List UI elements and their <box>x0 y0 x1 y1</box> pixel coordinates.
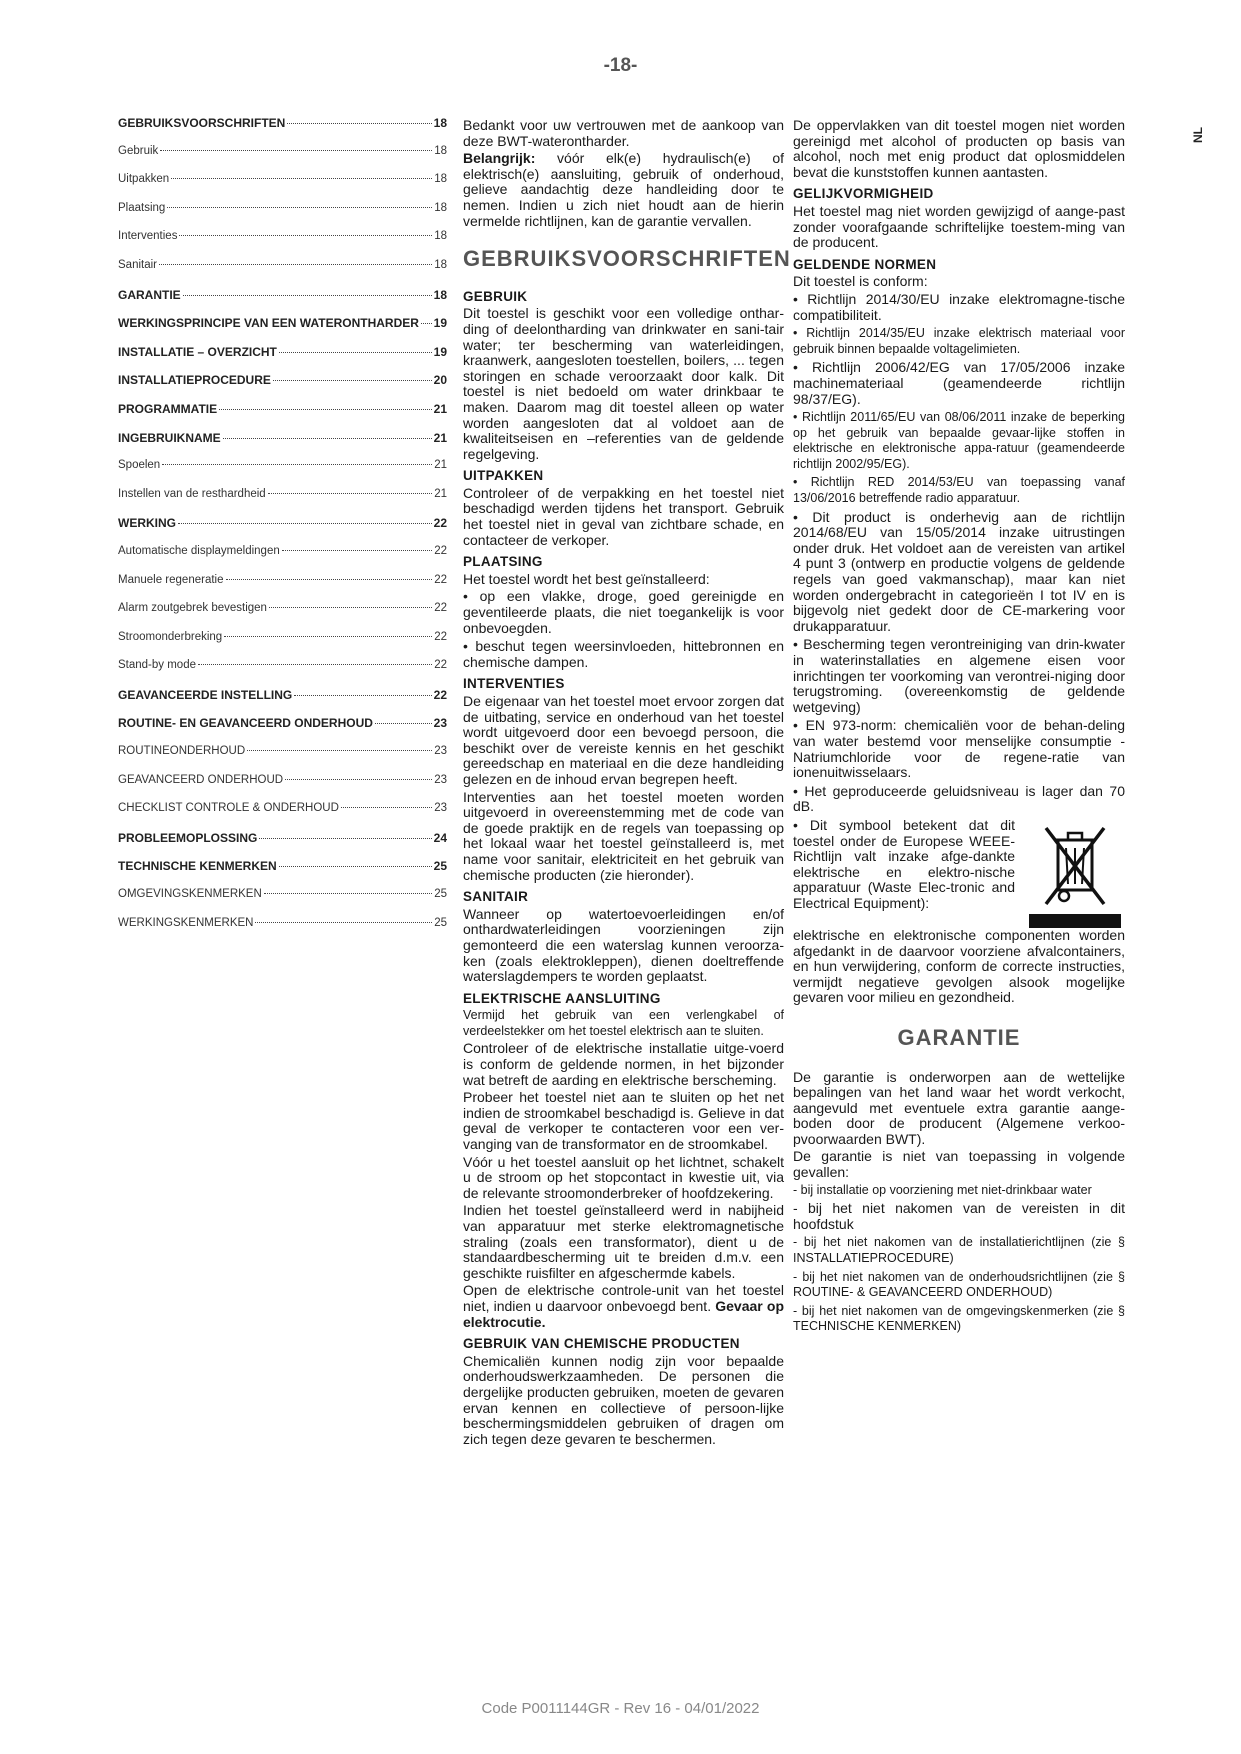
toc-entry[interactable] <box>118 373 447 402</box>
toc-dot-leader <box>223 438 432 439</box>
elektrisch-text-4: Vóór u het toestel aansluit op het lichtnet, schakelt u de stroom op het stopcontact in kwestie uit, via de relevante stroomonderbreker of hoofdzekering. <box>463 1153 784 1201</box>
weee-text-continued: elektrische en elektronische componenten worden afgedankt in de daarvoor voorziene afvalcontainers, en hun verwijdering, conform de correcte instructies, vermijdt negatieve gevolgen alsook mogelijke gevaren voor milieu en gezondheid. <box>793 926 1125 1006</box>
elektrisch-text-6-body: Open de elektrische controle-unit van het toestel niet, indien u daarvoor onbevoegd bent. <box>463 1282 784 1314</box>
toc-dot-leader <box>294 695 431 696</box>
section-heading-garantie: GARANTIE <box>897 1024 1021 1050</box>
normen-bullet-3: • Richtlijn 2006/42/EG van 17/05/2006 inzake machinemateriaal (geamendeerde richtlijn 98/37/EG). <box>793 359 1125 407</box>
normen-intro: Dit toestel is conform: <box>793 273 928 290</box>
toc-entry-page: 18 <box>434 258 447 271</box>
toc-entry[interactable] <box>118 716 447 745</box>
intro-text: Bedankt voor uw vertrouwen met de aankoop van deze BWT-waterontharder. <box>463 117 784 149</box>
toc-entry-title: Spoelen <box>118 459 161 472</box>
toc-entry[interactable] <box>118 917 447 946</box>
toc-entry[interactable] <box>118 488 447 517</box>
weee-text: • Dit symbool betekent dat dit toestel onder de Europese WEEE-Richtlijn valt inzake afge-dankte elektrische en elektro-nische apparatuur (Waste Elec-tronic and Electrical Equipment): <box>793 816 1015 911</box>
section-heading-gebruiksvoorschriften: GEBRUIKSVOORSCHRIFTEN <box>463 246 791 272</box>
garantie-bullet-3: - bij het niet nakomen van de installatierichtlijnen (zie § INSTALLATIEPROCEDURE) <box>793 1235 1125 1266</box>
toc-entry-title: Instellen van de resthardheid <box>118 487 266 500</box>
toc-entry[interactable] <box>118 631 447 660</box>
toc-dot-leader <box>279 866 432 867</box>
elektrisch-warning: Gevaar op elektrocutie. <box>463 1297 784 1330</box>
toc-entry-page: 18 <box>433 287 447 302</box>
toc-entry-page: 18 <box>434 144 447 157</box>
important-label: Belangrijk: <box>463 150 536 167</box>
toc-entry-page: 22 <box>434 602 447 615</box>
crossed-bin-icon <box>1040 824 1110 908</box>
garantie-bullet-5: - bij het niet nakomen van de omgevingskenmerken (zie § TECHNISCHE KENMERKEN) <box>793 1303 1125 1334</box>
weee-block <box>793 818 1125 928</box>
toc-entry-page: 22 <box>434 630 447 643</box>
toc-entry-page: 18 <box>434 201 447 214</box>
heading-uitpakken: UITPAKKEN <box>463 468 544 484</box>
toc-entry-page: 22 <box>434 544 447 557</box>
toc-entry[interactable] <box>118 259 447 288</box>
toc-entry[interactable] <box>118 888 447 917</box>
toc-entry-title: Plaatsing <box>118 201 166 214</box>
gebruik-text: Dit toestel is geschikt voor een volledige onthar-ding of deelontharding van drinkwater en sani-tair water; ter bescherming van waterleidingen, kraanwerk, aangesloten toestellen, boilers, ... tegen storingen en schade veroorzaakt door kalk. Dit toestel is niet bedoeld om water drinkbaar te maken. Daarom mag dit toestel alleen op water worden aangesloten dat al voldoet aan de kwaliteitseisen en –referenties van de geldende regelgeving. <box>463 305 784 462</box>
weee-crossed-bin-icon <box>1025 824 1125 928</box>
toc-entry-title: WERKING <box>118 516 176 531</box>
toc-entry-title: PROGRAMMATIE <box>118 401 218 416</box>
toc-entry-title: OMGEVINGSKENMERKEN <box>118 888 262 901</box>
reinigen-text: De oppervlakken van dit toestel mogen niet worden gereinigd met alcohol of producten op basis van alcohol, noch met enig product dat oplosmiddelen bevat die kunststoffen kunnen aantasten. <box>793 117 1125 180</box>
toc-entry-title: INSTALLATIEPROCEDURE <box>118 373 271 388</box>
toc-entry-page: 21 <box>434 487 447 500</box>
heading-gebruik: GEBRUIK <box>463 288 528 304</box>
toc-dot-leader <box>269 607 432 608</box>
toc-dot-leader <box>162 464 432 465</box>
plaatsing-bullet-1: • op een vlakke, droge, goed gereinigde en geventileerde plaats, die niet toegankelijk is voor onbevoegden. <box>463 588 784 636</box>
toc-entry-page: 19 <box>433 316 447 331</box>
toc-entry-page: 25 <box>434 888 447 901</box>
normen-bullet-1: • Richtlijn 2014/30/EU inzake elektromagne-tische compatibiliteit. <box>793 290 1125 323</box>
important-paragraph <box>463 151 784 229</box>
toc-entry-title: PROBLEEMOPLOSSING <box>118 830 258 845</box>
toc-entry[interactable] <box>118 859 447 888</box>
heading-chemische-producten: GEBRUIK VAN CHEMISCHE PRODUCTEN <box>463 1336 740 1352</box>
toc-entry-title: ROUTINE- EN GEAVANCEERD ONDERHOUD <box>118 716 373 731</box>
toc-dot-leader <box>178 523 432 524</box>
toc-entry-page: 23 <box>434 773 447 786</box>
toc-dot-leader <box>247 750 432 751</box>
toc-entry-page: 18 <box>434 230 447 243</box>
toc-entry[interactable] <box>118 288 447 317</box>
garantie-text-1: De garantie is onderworpen aan de wettelijke bepalingen van het land waar het wordt verkocht, aangevuld met eventuele extra garantie aange-boden door de producent (Algemene verkoo-pvoorwaarden BWT). <box>793 1068 1125 1147</box>
toc-entry-title: Gebruik <box>118 144 159 157</box>
heading-gelijkvormigheid: GELIJKVORMIGHEID <box>793 186 934 202</box>
garantie-bullet-1: - bij installatie op voorziening met niet-drinkbaar water <box>793 1182 1092 1197</box>
toc-entry-page: 25 <box>434 916 447 929</box>
toc-entry[interactable] <box>118 173 447 202</box>
normen-bullet-8: • EN 973-norm: chemicaliën voor de behan-deling van water bestemd voor menselijke consumptie - Natriumchloride voor de regene-ratie van ionenuitwisselaars. <box>793 717 1125 781</box>
toc-dot-leader <box>285 779 432 780</box>
toc-entry-page: 25 <box>433 859 447 874</box>
toc-entry[interactable] <box>118 230 447 259</box>
chemisch-text: Chemicaliën kunnen nodig zijn voor bepaalde onderhoudswerkzaamheden. De personen die dergelijke producten gebruiken, moeten de gevaren ervan kennen en collectieve of persoon-lijke beschermingsmiddelen gebruiken of dragen om zich tegen deze gevaren te beschermen. <box>463 1352 784 1447</box>
toc-entry[interactable] <box>118 545 447 574</box>
toc-entry[interactable] <box>118 802 447 831</box>
toc-entry-title: Automatische displaymeldingen <box>118 544 280 557</box>
toc-entry-page: 18 <box>434 173 447 186</box>
toc-entry-page: 23 <box>434 802 447 815</box>
toc-entry-title: CHECKLIST CONTROLE & ONDERHOUD <box>118 802 339 815</box>
toc-dot-leader <box>179 235 432 236</box>
normen-bullet-4: • Richtlijn 2011/65/EU van 08/06/2011 inzake de beperking op het gebruik van bepaalde gevaar-lijke stoffen in elektrische en elektronische appa-ratuur (geamendeerde richtlijn 2002/95/EG). <box>793 410 1125 471</box>
toc-entry-title: WERKINGSKENMERKEN <box>118 916 254 929</box>
toc-dot-leader <box>282 550 432 551</box>
toc-dot-leader <box>183 295 432 296</box>
normen-bullet-5: • Richtlijn RED 2014/53/EU van toepassing vanaf 13/06/2016 betreffende radio apparatuur. <box>793 475 1125 506</box>
footer-code: Code P0011144GR - Rev 16 - 04/01/2022 <box>481 1700 760 1717</box>
toc-entry-title: Sanitair <box>118 258 157 271</box>
interventies-text-2: Interventies aan het toestel moeten worden uitgevoerd in overeenstemming met de code van de goede praktijk en de regels van toepassing op het lokaal waar het toestel geïnstalleerd is, met name voor sanitair, elektriciteit en het gebruik van chemische producten (zie hieronder). <box>463 788 784 883</box>
toc-dot-leader <box>226 579 433 580</box>
garantie-bullet-4: - bij het niet nakomen van de onderhoudsrichtlijnen (zie § ROUTINE- & GEAVANCEERD ONDERHOUD) <box>793 1269 1125 1300</box>
column-right <box>793 118 1125 1338</box>
toc-dot-leader <box>255 922 432 923</box>
plaatsing-intro: Het toestel wordt het best geïnstalleerd: <box>463 570 710 587</box>
toc-entry-page: 20 <box>433 373 447 388</box>
elektrisch-text-6 <box>463 1283 784 1330</box>
toc-dot-leader <box>341 807 432 808</box>
toc-entry-page: 18 <box>433 116 447 130</box>
heading-interventies: INTERVENTIES <box>463 676 565 692</box>
weee-black-bar <box>1029 914 1121 928</box>
toc-entry[interactable] <box>118 574 447 603</box>
language-tab: NL <box>1191 127 1205 143</box>
toc-entry-page: 23 <box>433 716 447 731</box>
toc-entry-title: ROUTINEONDERHOUD <box>118 745 246 758</box>
toc-entry[interactable] <box>118 688 447 717</box>
toc-entry-title: Alarm zoutgebrek bevestigen <box>118 602 267 615</box>
toc-dot-leader <box>219 409 432 410</box>
important-text: vóór elk(e) hydraulisch(e) of elektrisch(e) aansluiting, gebruik of onderhoud, gelieve aandachtig deze handleiding door te nemen. Indien u zich niet houdt aan de hierin vermelde richtlijnen, kan de garantie vervallen. <box>463 150 784 229</box>
toc-entry-title: TECHNISCHE KENMERKEN <box>118 859 277 874</box>
toc-entry-page: 22 <box>433 516 447 531</box>
toc-dot-leader <box>224 636 432 637</box>
toc-entry-title: Interventies <box>118 230 178 243</box>
heading-elektrische-aansluiting: ELEKTRISCHE AANSLUITING <box>463 990 661 1006</box>
garantie-bullet-2: - bij het niet nakomen van de vereisten in dit hoofdstuk <box>793 1200 1125 1232</box>
toc-entry-title: GEAVANCEERD ONDERHOUD <box>118 773 284 786</box>
heading-plaatsing: PLAATSING <box>463 554 543 570</box>
toc-dot-leader <box>268 493 433 494</box>
toc-entry-title: Stroomonderbreking <box>118 630 223 643</box>
normen-bullet-9: • Het geproduceerde geluidsniveau is lager dan 70 dB. <box>793 782 1125 815</box>
gelijkvormigheid-text: Het toestel mag niet worden gewijzigd of aange-past zonder voorafgaande schriftelijke toestem-ming van de producent. <box>793 202 1125 251</box>
toc-entry[interactable] <box>118 831 447 860</box>
toc-entry-page: 21 <box>433 401 447 416</box>
garantie-text-2: De garantie is niet van toepassing in volgende gevallen: <box>793 1148 1125 1181</box>
elektrisch-text-5: Indien het toestel geïnstalleerd werd in nabijheid van apparatuur met sterke elektromagnetische straling (zoals een transformator), dient u de standaardbescherming uit te breiden d.m.v. een geschikte ruisfilter en afgeschermde kabels. <box>463 1202 784 1281</box>
elektrisch-text-1: Vermijd het gebruik van een verlengkabel of verdeelstekker om het toestel elektrisch aan te sluiten. <box>463 1008 784 1038</box>
elektrisch-text-2: Controleer of de elektrische installatie uitge-voerd is conform de geldende normen, in het bijzonder wat betreft de aarding en elektrische berscheming. <box>463 1040 784 1088</box>
table-of-contents <box>118 116 447 945</box>
toc-dot-leader <box>264 893 432 894</box>
toc-dot-leader <box>421 323 432 324</box>
interventies-text-1: De eigenaar van het toestel moet ervoor zorgen dat de uitbating, service en onderhoud van het toestel wordt uitgevoerd door een bevoegd persoon, die beschikt over de vereiste kennis en het geschikt gereedschap en materiaal en die deze handleiding gelezen en de inhoud ervan begrepen heeft. <box>463 693 784 787</box>
toc-entry-title: Manuele regeneratie <box>118 573 224 586</box>
toc-entry[interactable] <box>118 516 447 545</box>
toc-entry[interactable] <box>118 659 447 688</box>
toc-entry-page: 19 <box>433 344 447 359</box>
toc-entry[interactable] <box>118 431 447 460</box>
toc-entry-title: INGEBRUIKNAME <box>118 430 221 445</box>
heading-geldende-normen: GELDENDE NORMEN <box>793 256 937 272</box>
toc-dot-leader <box>279 352 432 353</box>
toc-dot-leader <box>167 207 432 208</box>
normen-bullet-2: • Richtlijn 2014/35/EU inzake elektrisch materiaal voor gebruik binnen bepaalde voltagelimieten. <box>793 326 1125 356</box>
page-number: -18- <box>603 55 638 76</box>
uitpakken-text: Controleer of de verpakking en het toestel niet beschadigd werden tijdens het transport. Gebruik het toestel niet in geval van zichtbare schade, en contacteer de verkoper. <box>463 484 784 548</box>
column-middle <box>463 117 791 1449</box>
toc-entry-title: Stand-by mode <box>118 659 196 672</box>
toc-entry[interactable] <box>118 602 447 631</box>
toc-entry[interactable] <box>118 316 447 345</box>
toc-entry-title: INSTALLATIE – OVERZICHT <box>118 344 277 359</box>
toc-entry-page: 22 <box>434 659 447 672</box>
toc-entry[interactable] <box>118 202 447 231</box>
toc-entry-page: 21 <box>434 459 447 472</box>
toc-entry-page: 22 <box>433 687 447 702</box>
toc-entry-title: Uitpakken <box>118 173 170 186</box>
toc-entry-title: GARANTIE <box>118 287 181 302</box>
toc-entry[interactable] <box>118 774 447 803</box>
elektrisch-text-3: Probeer het toestel niet aan te sluiten op het net indien de stroomkabel beschadigd is. Gelieve in dat geval de verkoper te contacteren voor een ver-vanging van de transformator en de stroomkabel. <box>463 1089 784 1153</box>
toc-dot-leader <box>287 123 431 124</box>
toc-entry-title: WERKINGSPRINCIPE VAN EEN WATERONTHARDER <box>118 316 419 331</box>
toc-dot-leader <box>198 664 432 665</box>
toc-entry-page: 21 <box>433 430 447 445</box>
toc-dot-leader <box>171 178 432 179</box>
normen-bullet-6: • Dit product is onderhevig aan de richtlijn 2014/68/EU van 15/05/2014 inzake uitrustingen onder druk. Het voldoet aan de vereisten van artikel 4 punt 3 (ontwerp en productie volgens de geldende regels van goed vakmanschap), maar kan niet worden ondergebracht in categorieën I tot IV en is bijgevolg niet gedekt door de CE-markering voor drukapparatuur. <box>793 508 1125 634</box>
toc-dot-leader <box>273 380 432 381</box>
toc-entry-page: 23 <box>434 745 447 758</box>
toc-dot-leader <box>375 723 432 724</box>
toc-entry[interactable] <box>118 745 447 774</box>
toc-entry[interactable] <box>118 145 447 174</box>
toc-entry-page: 22 <box>434 573 447 586</box>
toc-entry[interactable] <box>118 402 447 431</box>
toc-dot-leader <box>160 150 432 151</box>
toc-entry[interactable] <box>118 459 447 488</box>
toc-entry[interactable] <box>118 345 447 374</box>
toc-entry-title: GEAVANCEERDE INSTELLING <box>118 687 293 702</box>
heading-sanitair: SANITAIR <box>463 889 529 905</box>
toc-dot-leader <box>159 264 432 265</box>
sanitair-text: Wanneer op watertoevoerleidingen en/of onthardwaterleidingen voorzieningen zijn gemonteerd die een waterslag kunnen veroorza-ken (zoals elektrokleppen), dienen doeltreffende waterslagdempers te worden geplaatst. <box>463 905 784 985</box>
toc-entry[interactable] <box>118 116 447 145</box>
normen-bullet-7: • Bescherming tegen verontreiniging van drin-kwater in waterinstallaties en algemene eisen voor inrichtingen ter voorkoming van verontrei-niging door terugstroming. (overeenkomstig de geldende wetgeving) <box>793 636 1125 715</box>
plaatsing-bullet-2: • beschut tegen weersinvloeden, hittebronnen en chemische dampen. <box>463 638 784 670</box>
toc-entry-page: 24 <box>433 830 447 845</box>
toc-entry-title: GEBRUIKSVOORSCHRIFTEN <box>118 116 286 130</box>
toc-dot-leader <box>259 838 431 839</box>
